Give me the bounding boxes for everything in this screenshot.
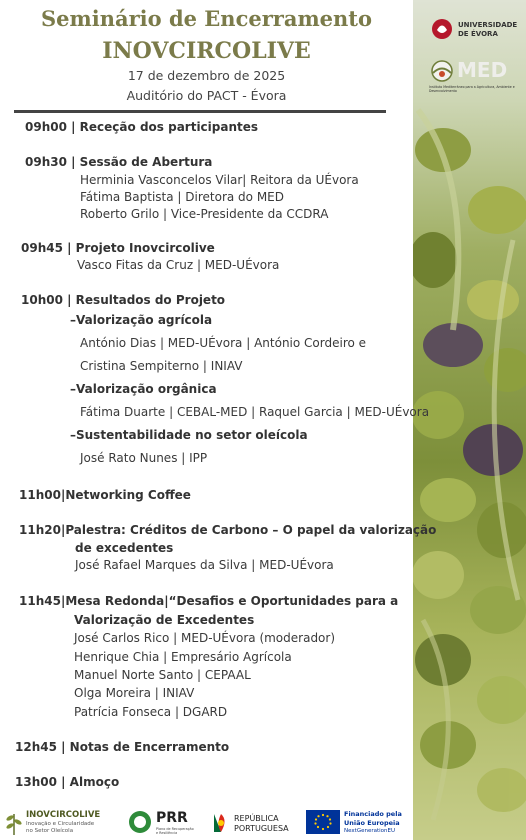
uevora-crest-icon bbox=[431, 16, 453, 42]
eu-line3: NextGenerationEU bbox=[344, 828, 395, 834]
title-line1: Seminário de Encerramento bbox=[40, 6, 373, 31]
uevora-logo bbox=[431, 16, 521, 46]
slot-1000: 10h00 | Resultados do Projeto bbox=[21, 293, 226, 307]
event-date: 17 de dezembro de 2025 bbox=[127, 68, 286, 83]
slot-1120-cont: de excedentes bbox=[75, 541, 174, 555]
session-heading: –Valorização agrícola bbox=[70, 313, 213, 327]
slot-1120: 11h20|Palestra: Créditos de Carbono – O papel da valorização bbox=[19, 523, 437, 537]
republica-line1: REPÚBLICA bbox=[234, 814, 279, 823]
eu-flag-icon bbox=[306, 810, 340, 834]
inovcircolive-tagline2: no Setor Oleícola bbox=[26, 828, 74, 834]
session-heading: –Sustentabilidade no setor oleícola bbox=[70, 428, 308, 442]
slot-1300: 13h00 | Almoço bbox=[15, 775, 120, 789]
inovcircolive-logo bbox=[4, 808, 122, 838]
speaker: José Rafael Marques da Silva | MED-UÉvora bbox=[75, 558, 334, 572]
speaker: Fátima Baptista | Diretora do MED bbox=[80, 190, 284, 204]
med-tagline: Instituto Mediterrâneo para a Agricultura, Ambiente e Desenvolvimento bbox=[429, 85, 515, 93]
slot-1145: 11h45|Mesa Redonda|“Desafios e Oportunidades para a bbox=[19, 594, 399, 608]
slot-0945: 09h45 | Projeto Inovcircolive bbox=[21, 241, 215, 255]
prr-tagline: Plano de Recuperação e Resiliência bbox=[156, 827, 194, 835]
session-heading: –Valorização orgânica bbox=[70, 382, 217, 396]
footer-logos bbox=[0, 806, 413, 840]
speaker: Herminia Vasconcelos Vilar| Reitora da UÉvora bbox=[80, 173, 359, 187]
uevora-line2: DE ÉVORA bbox=[458, 30, 498, 38]
inovcircolive-name: INOVCIRCOLIVE bbox=[26, 810, 101, 820]
republica-portuguesa-logo bbox=[212, 812, 302, 838]
speaker: Fátima Duarte | CEBAL-MED | Raquel Garcia | MED-UÉvora bbox=[80, 405, 430, 419]
speaker: Manuel Norte Santo | CEPAAL bbox=[74, 668, 251, 682]
prr-name: PRR bbox=[156, 810, 188, 826]
med-name: MED bbox=[457, 58, 508, 82]
eu-line2: União Europeia bbox=[344, 819, 400, 827]
olive-photo bbox=[413, 0, 526, 840]
speaker: José Rato Nunes | IPP bbox=[80, 451, 208, 465]
prr-logo bbox=[128, 810, 203, 838]
speaker: António Dias | MED-UÉvora | António Cordeiro e bbox=[80, 336, 367, 350]
prr-emblem-icon bbox=[128, 810, 152, 834]
inovcircolive-tagline1: Inovação e Circularidade bbox=[26, 821, 95, 827]
slot-1245: 12h45 | Notas de Encerramento bbox=[15, 740, 230, 754]
slot-0930: 09h30 | Sessão de Abertura bbox=[25, 155, 213, 169]
slot-1145-cont: Valorização de Excedentes bbox=[74, 613, 255, 627]
olive-branch-icon bbox=[4, 808, 24, 836]
speaker: Henrique Chia | Empresário Agrícola bbox=[74, 650, 292, 664]
med-emblem-icon bbox=[429, 60, 455, 82]
speaker: Patrícia Fonseca | DGARD bbox=[74, 705, 228, 719]
speaker: Olga Moreira | INIAV bbox=[74, 686, 195, 700]
republica-line2: PORTUGUESA bbox=[234, 824, 289, 833]
event-venue: Auditório do PACT - Évora bbox=[126, 88, 287, 103]
eu-line1: Financiado pela bbox=[344, 810, 402, 818]
speaker: Roberto Grilo | Vice-Presidente da CCDRA bbox=[80, 207, 329, 221]
header-divider bbox=[14, 110, 386, 113]
eu-logo bbox=[306, 810, 411, 838]
flag-emblem-icon bbox=[212, 812, 230, 834]
speaker: José Carlos Rico | MED-UÉvora (moderador) bbox=[74, 631, 336, 645]
slot-0900: 09h00 | Receção dos participantes bbox=[25, 120, 259, 134]
uevora-line1: UNIVERSIDADE bbox=[458, 21, 518, 29]
med-logo bbox=[429, 58, 524, 96]
title-line2: INOVCIRCOLIVE bbox=[102, 38, 311, 64]
slot-1100: 11h00|Networking Coffee bbox=[19, 488, 191, 502]
speaker: Cristina Sempiterno | INIAV bbox=[80, 359, 243, 373]
speaker: Vasco Fitas da Cruz | MED-UÉvora bbox=[77, 258, 280, 272]
